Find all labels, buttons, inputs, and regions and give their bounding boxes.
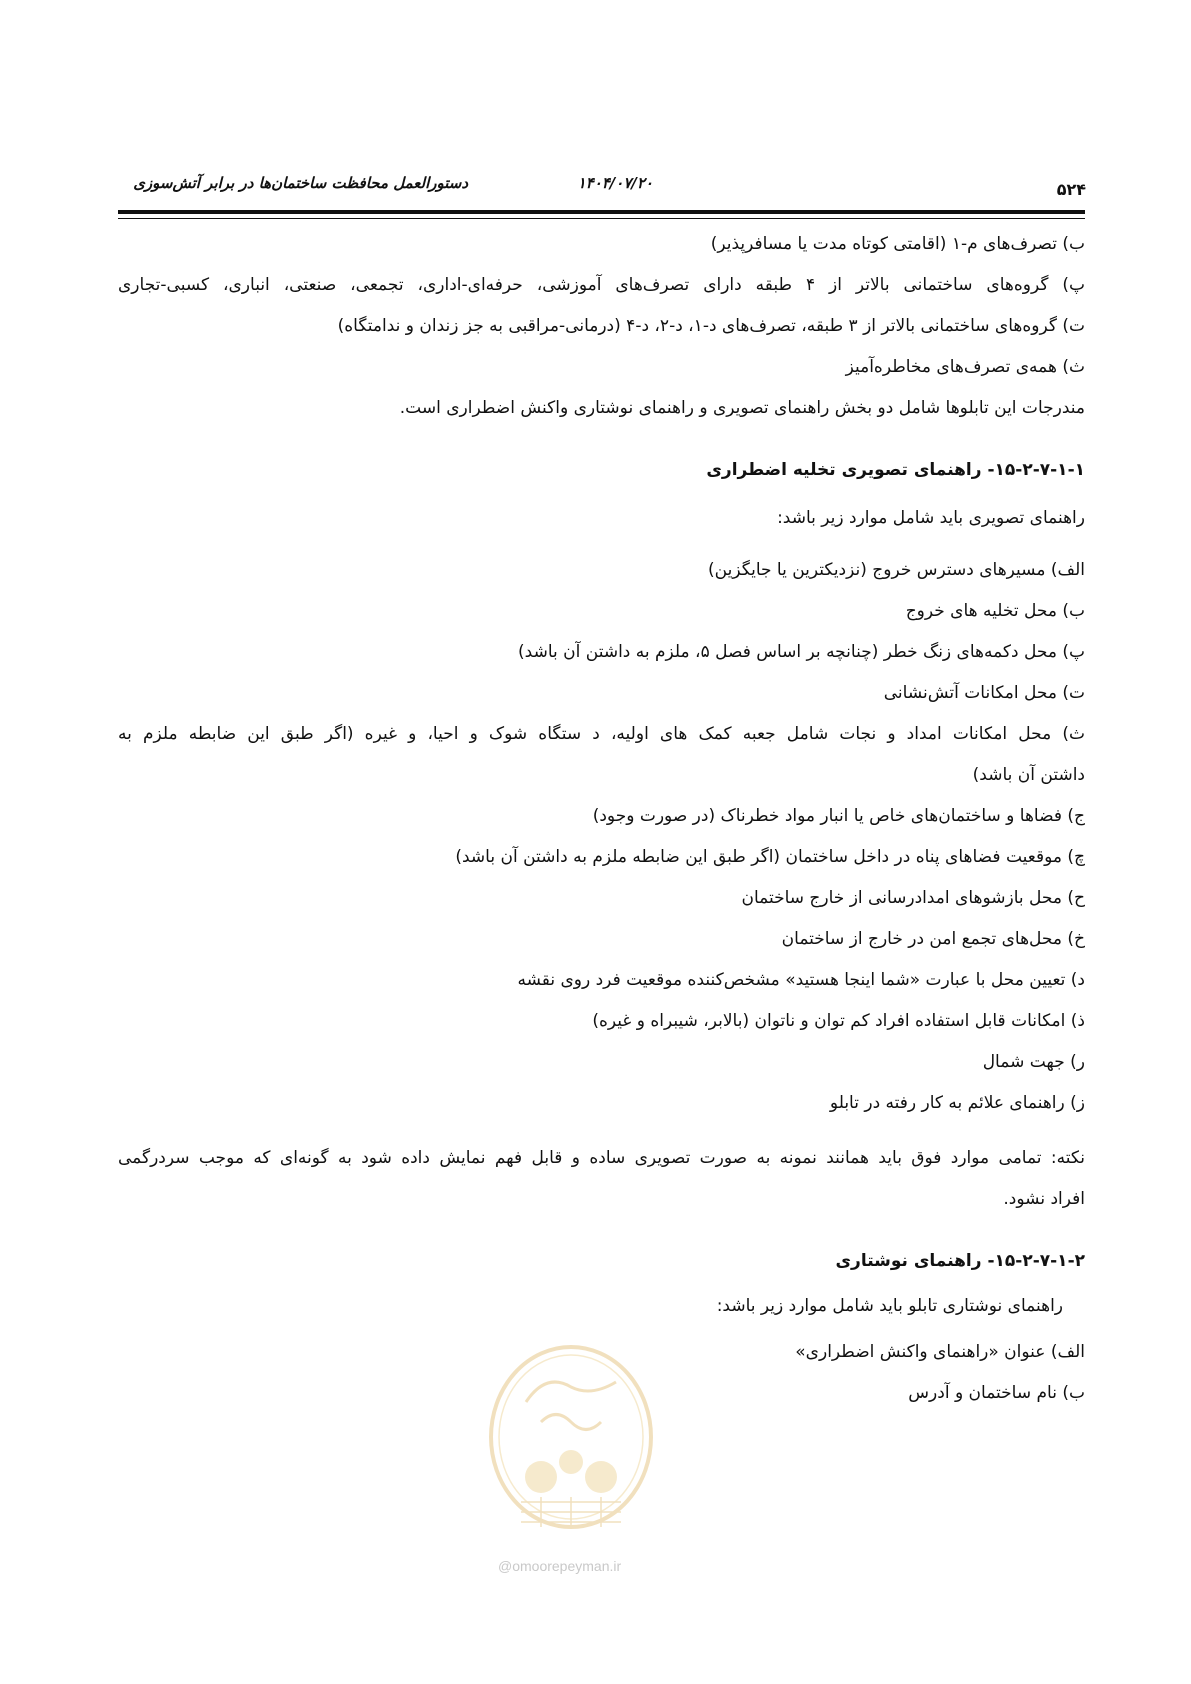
list-item: الف) مسیرهای دسترس خروج (نزدیکترین یا جایگزین)	[708, 560, 1085, 580]
list-item: ت) گروه‌های ساختمانی بالاتر از ۳ طبقه، تصرف‌های د-۱، د-۲، د-۴ (درمانی-مراقبی به جز زندان و ندامتگاه)	[337, 316, 1085, 336]
list-item: چ) موقعیت فضاهای پناه در داخل ساختمان (اگر طبق این ضابطه ملزم به داشتن آن باشد)	[455, 847, 1085, 867]
list-item: ر) جهت شمال	[982, 1052, 1085, 1072]
list-item: ب) محل تخلیه های خروج	[905, 601, 1085, 621]
header-rule-thick	[118, 210, 1085, 214]
running-header-date: ۱۴۰۴/۰۷/۲۰	[577, 174, 653, 192]
paragraph: مندرجات این تابلوها شامل دو بخش راهنمای تصویری و راهنمای نوشتاری واکنش اضطراری است.	[399, 398, 1085, 418]
list-item: ز) راهنمای علائم به کار رفته در تابلو	[829, 1093, 1085, 1113]
paragraph: راهنمای نوشتاری تابلو باید شامل موارد زیر باشد:	[716, 1296, 1063, 1316]
watermark-logo	[486, 1342, 656, 1542]
paragraph: راهنمای تصویری باید شامل موارد زیر باشد:	[777, 508, 1085, 528]
list-item: ت) محل امکانات آتش‌نشانی	[883, 683, 1085, 703]
list-item-continuation: داشتن آن باشد)	[972, 765, 1085, 785]
section-heading: ۱۵-۲-۷-۱-۱- راهنمای تصویری تخلیه اضطراری	[706, 460, 1085, 480]
list-item: پ) محل دکمه‌های زنگ خطر (چنانچه بر اساس فصل ۵، ملزم به داشتن آن باشد)	[518, 642, 1085, 662]
list-item: ث) همه‌ی تصرف‌های مخاطره‌آمیز	[845, 357, 1085, 377]
header-rule-thin	[118, 218, 1085, 219]
section-heading: ۱۵-۲-۷-۱-۲- راهنمای نوشتاری	[835, 1251, 1085, 1271]
running-header-title: دستورالعمل محافظت ساختمان‌ها در برابر آتش‌سوزی	[133, 174, 468, 192]
watermark-url: @omoorepeyman.ir	[498, 1558, 622, 1574]
list-item: ذ) امکانات قابل استفاده افراد کم توان و ناتوان (بالابر، شیبراه و غیره)	[592, 1011, 1085, 1031]
list-item: الف) عنوان «راهنمای واکنش اضطراری»	[795, 1342, 1085, 1362]
note-paragraph-continuation: افراد نشود.	[1003, 1189, 1085, 1209]
list-item: ب) تصرف‌های م-۱ (اقامتی کوتاه مدت یا مسافرپذیر)	[710, 234, 1085, 254]
page-number: ۵۲۴	[1056, 180, 1086, 199]
list-item: د) تعیین محل با عبارت «شما اینجا هستید» مشخص‌کننده موقعیت فرد روی نقشه	[517, 970, 1085, 990]
list-item: ج) فضاها و ساختمان‌های خاص یا انبار مواد خطرناک (در صورت وجود)	[592, 806, 1085, 826]
list-item: ح) محل بازشوهای امدادرسانی از خارج ساختمان	[741, 888, 1085, 908]
list-item: پ) گروه‌های ساختمانی بالاتر از ۴ طبقه دارای تصرف‌های آموزشی، حرفه‌ای-اداری، تجمعی، صنعتی، انباری، کسبی-تجاری	[118, 275, 1085, 295]
list-item: ب) نام ساختمان و آدرس	[908, 1383, 1085, 1403]
list-item: خ) محل‌های تجمع امن در خارج از ساختمان	[781, 929, 1085, 949]
note-paragraph: نکته: تمامی موارد فوق باید همانند نمونه به صورت تصویری ساده و قابل فهم نمایش داده شود به گونه‌ای که موجب سردرگمی	[118, 1148, 1085, 1168]
list-item: ث) محل امکانات امداد و نجات شامل جعبه کمک های اولیه، د ستگاه شوک و احیا، و غیره (اگر طبق این ضابطه ملزم به	[118, 724, 1085, 744]
